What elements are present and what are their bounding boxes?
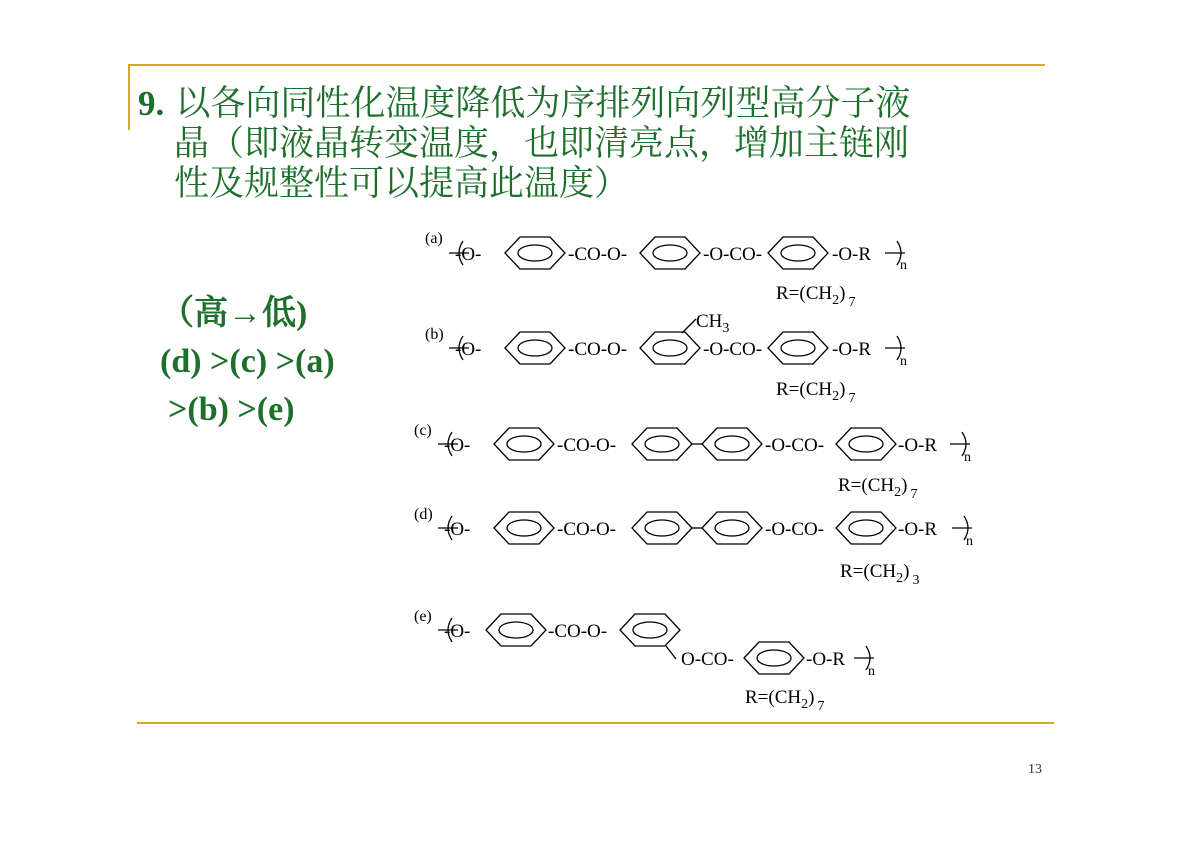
aromatic-circle xyxy=(507,436,541,452)
benzene-ring xyxy=(768,237,828,269)
bottom-rule xyxy=(137,722,1054,724)
aromatic-circle xyxy=(781,245,815,261)
segment-o-start: -O- xyxy=(455,339,482,360)
segment-2: -O-CO- xyxy=(703,339,763,360)
benzene-ring xyxy=(640,237,700,269)
segment-end: -O-R xyxy=(898,435,938,456)
segment-end: -O-R xyxy=(832,339,872,360)
segment-o-start: -O- xyxy=(444,435,471,456)
aromatic-circle xyxy=(499,622,533,638)
order-line-2: (d) >(c) >(a) xyxy=(160,343,335,380)
chemical-structures xyxy=(400,215,1000,720)
benzene-ring xyxy=(494,512,554,544)
r-definition: $R=(CH_2)$ $_7$ xyxy=(838,475,918,502)
r-definition: $R=(CH_2)$ $_3$ xyxy=(840,561,920,588)
aromatic-circle xyxy=(715,520,749,536)
r-definition: $R=(CH_2)$ $_7$ xyxy=(776,283,856,310)
structure-tag: (e) xyxy=(414,608,432,625)
structure-b xyxy=(425,311,907,406)
structure-geometry xyxy=(438,237,972,674)
slide-title xyxy=(138,84,1038,204)
benzene-ring xyxy=(836,428,896,460)
benzene-ring xyxy=(768,332,828,364)
segment-o-start: -O- xyxy=(455,244,482,265)
segment-end: -O-R xyxy=(832,244,872,265)
aromatic-circle xyxy=(757,650,791,666)
title-number: 9. xyxy=(138,84,165,123)
r-definition: $R=(CH_2)$ $_7$ xyxy=(776,379,856,406)
aromatic-circle xyxy=(653,340,687,356)
title-line-2: 晶（即液晶转变温度，也即清亮点，增加主链刚 xyxy=(174,124,910,164)
meta-bond xyxy=(666,646,676,659)
segment-1: -CO-O- xyxy=(548,621,608,642)
repeat-n: n xyxy=(868,664,875,679)
structure-tag: (d) xyxy=(414,506,433,523)
benzene-ring xyxy=(702,428,762,460)
r-definition: $R=(CH_2)$ $_7$ xyxy=(745,687,825,714)
methyl-bond xyxy=(682,319,696,333)
aromatic-circle xyxy=(507,520,541,536)
structure-tag: (a) xyxy=(425,230,443,247)
benzene-ring xyxy=(486,614,546,646)
benzene-ring xyxy=(505,332,565,364)
left-accent-rule xyxy=(128,64,130,130)
repeat-n: n xyxy=(900,354,907,369)
top-rule xyxy=(128,64,1045,66)
segment-2: -O-CO- xyxy=(765,519,825,540)
structure-tag: (b) xyxy=(425,326,444,343)
segment-2: -O-CO- xyxy=(765,435,825,456)
temperature-order xyxy=(160,290,335,434)
benzene-ring xyxy=(632,428,692,460)
segment-1: -CO-O- xyxy=(557,435,617,456)
aromatic-circle xyxy=(849,520,883,536)
order-heading: （高→低) xyxy=(160,295,308,332)
segment-1: -CO-O- xyxy=(557,519,617,540)
segment-2: -O-CO- xyxy=(703,244,763,265)
benzene-ring xyxy=(632,512,692,544)
segment-end: -O-R xyxy=(898,519,938,540)
structure-d xyxy=(414,506,973,588)
aromatic-circle xyxy=(849,436,883,452)
methyl-substituent: $CH_3$ xyxy=(696,311,730,336)
structure-tag: (c) xyxy=(414,422,432,439)
aromatic-circle xyxy=(653,245,687,261)
aromatic-circle xyxy=(715,436,749,452)
repeat-n: n xyxy=(966,534,973,549)
aromatic-circle xyxy=(518,340,552,356)
aromatic-circle xyxy=(645,520,679,536)
order-line-3: >(b) >(e) xyxy=(168,391,295,428)
benzene-ring xyxy=(494,428,554,460)
structure-a xyxy=(425,230,907,310)
aromatic-circle xyxy=(645,436,679,452)
benzene-ring xyxy=(620,614,680,646)
page-number: 13 xyxy=(1028,762,1042,777)
aromatic-circle xyxy=(633,622,667,638)
repeat-n: n xyxy=(900,258,907,273)
segment-1: -CO-O- xyxy=(568,244,628,265)
segment-2: O-CO- xyxy=(681,649,734,670)
benzene-ring xyxy=(505,237,565,269)
repeat-n: n xyxy=(964,450,971,465)
title-line-1 xyxy=(138,84,1038,124)
title-line-3: 性及规整性可以提高此温度） xyxy=(174,164,630,204)
benzene-ring xyxy=(744,642,804,674)
segment-o-start: -O- xyxy=(444,519,471,540)
segment-end: -O-R xyxy=(806,649,846,670)
segment-1: -CO-O- xyxy=(568,339,628,360)
structure-e xyxy=(414,608,875,714)
aromatic-circle xyxy=(518,245,552,261)
benzene-ring xyxy=(836,512,896,544)
benzene-ring xyxy=(640,332,700,364)
benzene-ring xyxy=(702,512,762,544)
title-text-1: 以各向同性化温度降低为序排列向列型高分子液 xyxy=(175,84,911,124)
aromatic-circle xyxy=(781,340,815,356)
segment-o-start: -O- xyxy=(444,621,471,642)
